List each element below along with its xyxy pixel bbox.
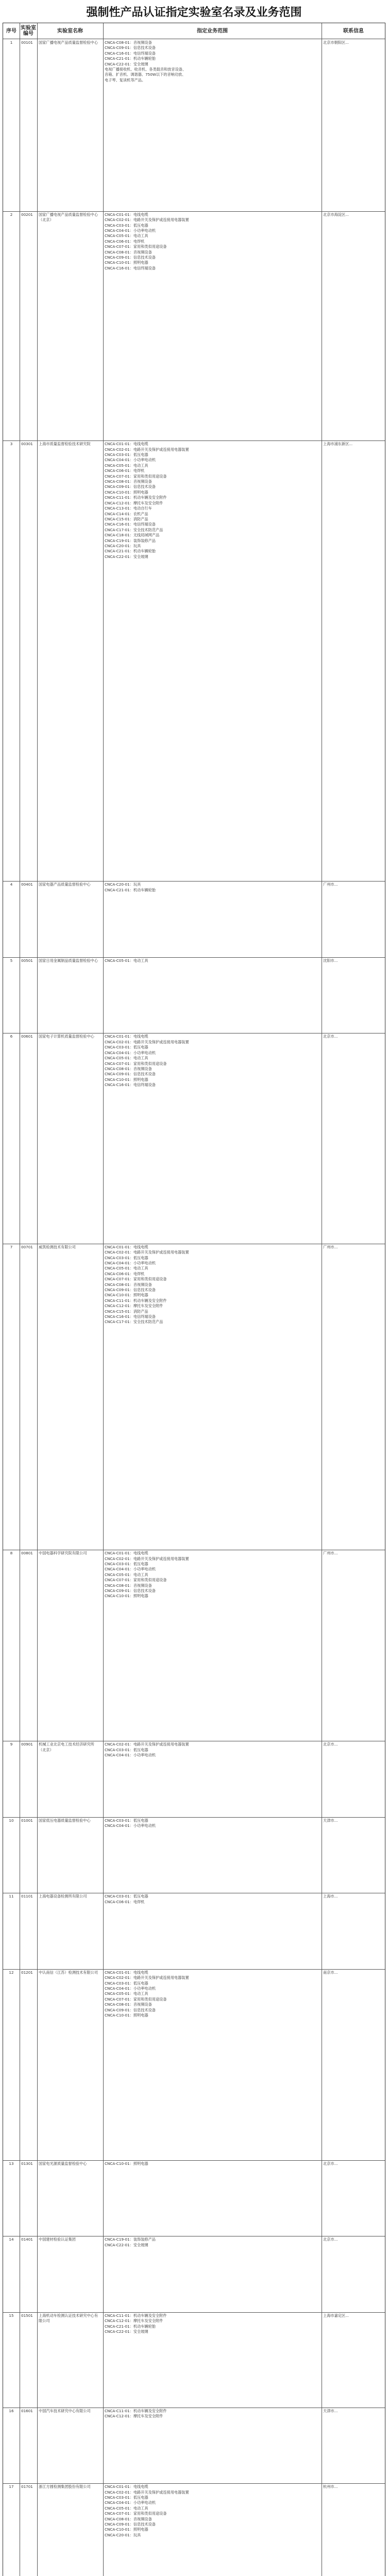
document-title: 强制性产品认证指定实验室名录及业务范围 <box>86 6 302 19</box>
row-contact: 南京市... <box>323 1970 338 1975</box>
row-lab-code: 01401 <box>21 2237 33 2242</box>
row-lab-name: 中国汽车技术研究中心有限公司 <box>39 2408 91 2413</box>
row-scope: CNCA-C05-01：电动工具 <box>105 958 148 963</box>
row-lab-name: 威凯检测技术有限公司 <box>39 1244 76 1249</box>
row-lab-code: 00601 <box>21 1034 33 1039</box>
row-contact: 广州市... <box>323 1551 338 1556</box>
header-lab-name: 实验室名称 <box>57 28 83 34</box>
row-index: 8 <box>10 1551 13 1556</box>
row-lab-code: 00401 <box>21 882 33 887</box>
row-lab-code: 00501 <box>21 958 33 963</box>
row-lab-code: 01301 <box>21 2161 33 2166</box>
row-index: 14 <box>9 2237 14 2242</box>
row-lab-name: 中国电器科学研究院有限公司 <box>39 1551 87 1556</box>
row-lab-code: 00101 <box>21 40 33 45</box>
row-lab-name: 国家电子计算机质量监督检验中心 <box>39 1034 94 1039</box>
row-scope: CNCA-C10-01：照明电器 <box>105 2161 148 2166</box>
row-lab-code: 01501 <box>21 2313 33 2318</box>
row-scope: CNCA-C11-01：机动车辆及安全附件 CNCA-C12-01：摩托车及安全附件 CNCA-C21-01：机动车辆轮胎 CNCA-C22-01：安全玻璃 <box>105 2313 167 2334</box>
row-index: 12 <box>9 1970 14 1975</box>
row-scope: CNCA-C19-01：装饰装修产品 CNCA-C22-01：安全玻璃 <box>105 2237 156 2247</box>
row-lab-name: 中国建材检验认证集团 <box>39 2237 76 2242</box>
row-scope: CNCA-C03-01：低压电器 CNCA-C04-01：小功率电动机 <box>105 1818 156 1828</box>
row-contact: 上海市嘉定区... <box>323 2313 349 2318</box>
row-index: 13 <box>9 2161 14 2166</box>
row-scope: CNCA-C01-01：电线电缆 CNCA-C02-01：电路开关及保护或连接用电器装置 CNCA-C03-01：低压电器 CNCA-C04-01：小功率电动机 CNCA-C05-01：电动工具 CNCA-C07-01：家用和类似用途设备 CNCA-C08-01：音视频设备 CNCA-C09-01：信息技术设备 CNCA-C10-01：照明电器 <box>105 1551 189 1599</box>
row-lab-code: 01001 <box>21 1818 33 1823</box>
row-scope: CNCA-C01-01：电线电缆 CNCA-C02-01：电路开关及保护或连接用电器装置 CNCA-C03-01：低压电器 CNCA-C04-01：小功率电动机 CNCA-C05-01：电动工具 CNCA-C07-01：家用和类似用途设备 CNCA-C08-01：音视频设备 CNCA-C09-01：信息技术设备 CNCA-C10-01：照明电器 CNCA-C20-01：玩具 <box>105 2484 189 2537</box>
row-scope: CNCA-C01-01：电线电缆 CNCA-C02-01：电路开关及保护或连接用电器装置 CNCA-C03-01：低压电器 CNCA-C04-01：小功率电动机 CNCA-C05-01：电动工具 CNCA-C07-01：家用和类似用途设备 CNCA-C08-01：音视频设备 CNCA-C09-01：信息技术设备 CNCA-C10-01：照明电器 CNCA-C16-01：电信终端设备 <box>105 1034 189 1088</box>
row-lab-name: 中认南信（江苏）检测技术有限公司 <box>39 1970 98 1975</box>
row-lab-code: 00701 <box>21 1244 33 1249</box>
row-index: 5 <box>10 958 13 963</box>
row-scope: CNCA-C02-01：电路开关及保护或连接用电器装置 CNCA-C03-01：低压电器 CNCA-C04-01：小功率电动机 <box>105 1742 189 1757</box>
row-index: 4 <box>10 882 13 887</box>
row-lab-code: 01101 <box>21 1894 33 1899</box>
row-index: 9 <box>10 1742 13 1747</box>
row-scope: CNCA-C11-01：机动车辆及安全附件 CNCA-C12-01：摩托车及安全附件 <box>105 2408 167 2419</box>
row-contact: 北京市... <box>323 1034 338 1039</box>
row-scope: CNCA-C01-01：电线电缆 CNCA-C02-01：电路开关及保护或连接用电器装置 CNCA-C03-01：低压电器 CNCA-C04-01：小功率电动机 CNCA-C05-01：电动工具 CNCA-C07-01：家用和类似用途设备 CNCA-C08-01：音视频设备 CNCA-C09-01：信息技术设备 CNCA-C10-01：照明电器 <box>105 1970 189 2018</box>
row-contact: 北京市朝阳区... <box>323 40 349 45</box>
row-scope: CNCA-C01-01：电线电缆 CNCA-C02-01：电路开关及保护或连接用电器装置 CNCA-C03-01：低压电器 CNCA-C04-01：小功率电动机 CNCA-C05-01：电动工具 CNCA-C06-01：电焊机 CNCA-C07-01：家用和类似用途设备 CNCA-C08-01：音视频设备 CNCA-C09-01：信息技术设备 CNCA-C10-01：照明电器 CNCA-C11-01：机动车辆及安全附件 CNCA-C12-01：摩托车及安全附件 CNCA-C15-01：消防产品 CNCA-C16-01：电信终端设备 CNCA-C17-01：安全技术防范产品 <box>105 1244 189 1325</box>
row-contact: 广州市... <box>323 1244 338 1249</box>
lab-directory-table <box>3 23 385 2576</box>
row-lab-name: 国家低压电器质量监督检验中心 <box>39 1818 91 1823</box>
row-scope: CNCA-C03-01：低压电器 CNCA-C06-01：电焊机 <box>105 1894 148 1904</box>
row-contact: 天津市... <box>323 2408 338 2413</box>
row-contact: 上海市浦东新区... <box>323 442 353 447</box>
row-lab-name: 上海市质量监督检验技术研究院 <box>39 442 91 447</box>
header-lab-code: 实验室 编号 <box>21 25 36 37</box>
row-lab-name: 浙江方圆检测集团股份有限公司 <box>39 2484 91 2489</box>
row-contact: 北京市... <box>323 1742 338 1747</box>
row-lab-name: 上海机动车检测认证技术研究中心有限公司 <box>39 2313 98 2324</box>
row-scope: CNCA-C01-01：电线电缆 CNCA-C02-01：电路开关及保护或连接用电器装置 CNCA-C03-01：低压电器 CNCA-C04-01：小功率电动机 CNCA-C05-01：电动工具 CNCA-C06-01：电焊机 CNCA-C07-01：家用和类似用途设备 CNCA-C08-01：音视频设备 CNCA-C09-01：信息技术设备 CNCA-C10-01：照明电器 CNCA-C11-01：机动车辆及安全附件 CNCA-C12-01：摩托车及安全附件 CNCA-C13-01：电动自行车 CNCA-C14-01：农机产品 CNCA-C15-01：消防产品 CNCA-C16-01：电信终端设备 CNCA-C17-01：安全技术防范产品 CNCA-C18-01：无线局域网产品 CNCA-C19-01：装饰装修产品 CNCA-C20-01：玩具 CNCA-C21-01：机动车辆轮胎 CNCA-C22-01：安全玻璃 <box>105 442 189 559</box>
row-lab-code: 01201 <box>21 1970 33 1975</box>
row-lab-name: 国家广播电视产品质量监督检验中心 <box>39 40 98 45</box>
row-index: 11 <box>9 1894 14 1899</box>
row-lab-name: 国家日用金属制品质量监督检验中心 <box>39 958 98 963</box>
row-contact: 沈阳市... <box>323 958 338 963</box>
row-lab-code: 01701 <box>21 2484 33 2489</box>
row-index: 15 <box>9 2313 14 2318</box>
row-index: 3 <box>10 442 13 447</box>
row-lab-name: 机械工业北京电工技术经济研究所（北京） <box>39 1742 94 1752</box>
row-scope: CNCA-C08-01：音视频设备 CNCA-C09-01：信息技术设备 CNCA-C16-01：电信终端设备 CNCA-C21-01：机动车辆轮胎 CNCA-C22-01：安全玻璃 电视广播接收机、收音机、各类载音和放音设备、 音箱、扩音机、调谐器、750W以下的音响功放、 电子琴、复读机等产品。 <box>105 40 187 82</box>
header-contact: 联系信息 <box>343 28 364 34</box>
row-lab-name: 国家电光源质量监督检验中心 <box>39 2161 87 2166</box>
row-scope: CNCA-C20-01：玩具 CNCA-C21-01：机动车辆轮胎 <box>105 882 156 892</box>
row-lab-code: 00301 <box>21 442 33 447</box>
row-lab-code: 00801 <box>21 1551 33 1556</box>
row-index: 2 <box>10 212 13 217</box>
row-contact: 天津市... <box>323 1818 338 1823</box>
header-index: 序号 <box>6 28 16 34</box>
row-contact: 上海市... <box>323 1894 338 1899</box>
row-contact: 北京市海淀区... <box>323 212 349 217</box>
row-contact: 北京市... <box>323 2237 338 2242</box>
row-scope: CNCA-C01-01：电线电缆 CNCA-C02-01：电路开关及保护或连接用电器装置 CNCA-C03-01：低压电器 CNCA-C04-01：小功率电动机 CNCA-C05-01：电动工具 CNCA-C06-01：电焊机 CNCA-C07-01：家用和类似用途设备 CNCA-C08-01：音视频设备 CNCA-C09-01：信息技术设备 CNCA-C10-01：照明电器 CNCA-C16-01：电信终端设备 <box>105 212 189 270</box>
header-scope: 指定业务范围 <box>197 28 228 34</box>
row-lab-name: 上海电器设备检测所有限公司 <box>39 1894 87 1899</box>
row-lab-name: 国家广播电视产品质量监督检验中心（北京） <box>39 212 98 223</box>
row-lab-code: 00201 <box>21 212 33 217</box>
row-index: 7 <box>10 1244 13 1249</box>
row-contact: 广州市... <box>323 882 338 887</box>
row-index: 17 <box>9 2484 14 2489</box>
row-index: 10 <box>9 1818 14 1823</box>
row-index: 1 <box>10 40 13 45</box>
row-contact: 北京市... <box>323 2161 338 2166</box>
row-lab-code: 01601 <box>21 2408 33 2413</box>
row-lab-code: 00901 <box>21 1742 33 1747</box>
row-contact: 杭州市... <box>323 2484 338 2489</box>
row-index: 16 <box>9 2408 14 2413</box>
row-lab-name: 国家电器产品质量监督检验中心 <box>39 882 91 887</box>
row-index: 6 <box>10 1034 13 1039</box>
